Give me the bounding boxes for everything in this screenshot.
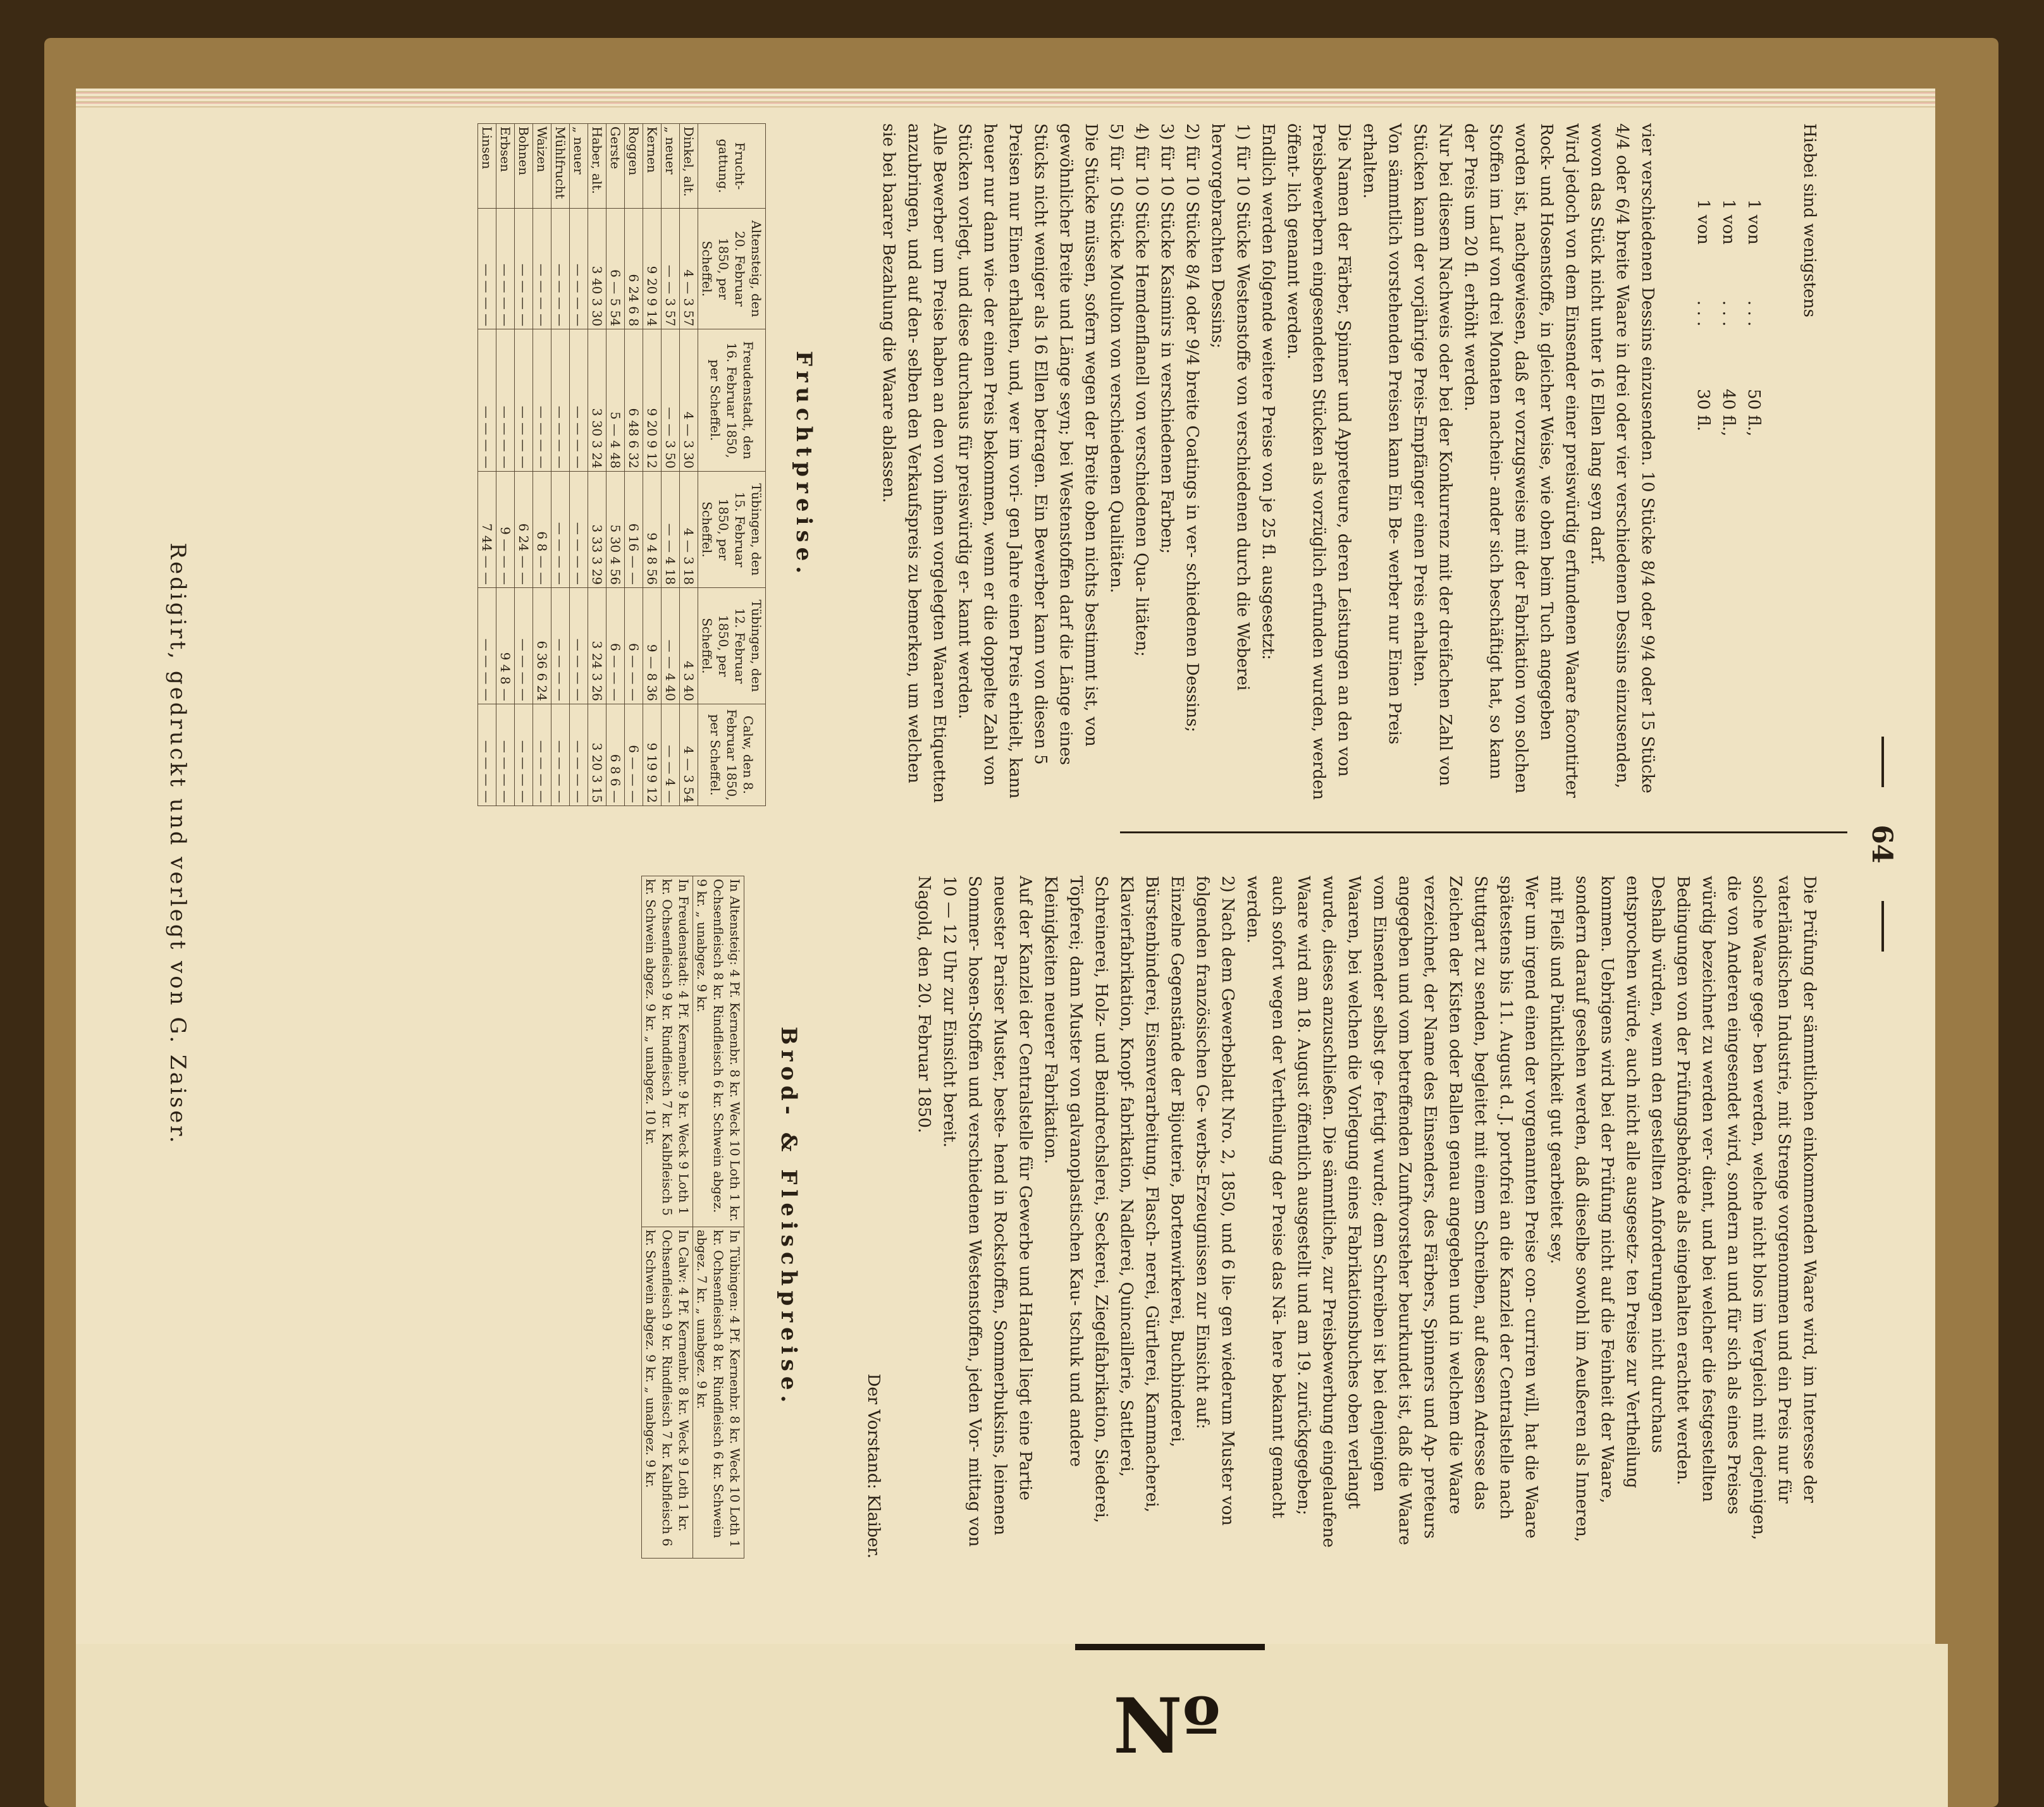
prize-dots: . . .	[1744, 300, 1763, 327]
prize-count: 1 von	[1694, 199, 1713, 245]
market-header: Tübingen, den 12. Februar 1850, per Scheffel.	[698, 587, 766, 704]
signature: Der Vorstand: Klaiber.	[864, 1373, 883, 1559]
table-row: Roggen 6 24 6 8 6 48 6 32 6 16 — — 6 — — — 6 — — —	[625, 124, 643, 806]
table-row: In Altensteig: 4 Pf. Kernenbr. 8 kr. Weck 10 Loth 1 kr. Ochsenfleisch 8 kr. Rindfleisch 6 kr. Schwein abgez. 9 kr. „ unabgez. 9 kr. In Tübingen: 4 Pf. Kernenbr. 8 kr. Weck 10 Loth 1 kr. Ochsenfleisch 8 kr. Rindfleisch 6 kr. Schwein abgez. 7 kr. „ unabgez. 9 kr.	[693, 876, 744, 1559]
prize-list	[1690, 199, 1766, 806]
rotated-newspaper-page	[121, 85, 1923, 1603]
table-row: Linsen — — — — — — — — 7 44 — — — — — — — — — —	[478, 124, 496, 806]
prize-dots: . . .	[1694, 300, 1713, 327]
table-row: Erbsen — — — — — — — — 9 — — — 9 4 8 — — — — —	[496, 124, 515, 806]
table-row: Haber, alt. 3 40 3 30 3 30 3 24 3 33 3 29 3 24 3 26 3 20 3 15	[588, 124, 606, 806]
next-page-rule	[1075, 1644, 1265, 1675]
next-page-number-mark: Nº	[1113, 1682, 1221, 1771]
prize-count: 1 von	[1719, 199, 1738, 245]
announcement-text: Die Prüfung der sämmtlichen einkommenden Waare wird, im Interesse der vaterländischen Industrie, mit Strenge vorgenommen und ein Preis nur für solche Waare gege- ben werden, welche nicht blos im Vergleich mit derjenigen, die von Anderen eingesendet wird, sondern an und für sich als eines Preises würdig bezeichnet zu werden ver- dient, und bei welcher die festgestellten Bedingungen von der Prüfungsbehörde als eingehalten erachtet werden. Deshalb würden, wenn den gestellten Anforderungen nicht durchaus entsprochen würde, auch nicht alle ausgesetz- ten Preise zur Vertheilung kommen. Uebrigens wird bei der Prüfung nicht auf die Feinheit der Waare, sondern darauf gesehen werden, daß dieselbe sowohl im Aeußeren als Inneren, mit Fleiß und Pünktlichkeit gut gearbeitet sey. Wer um irgend einen der vorgenannten Preise con- curriren will, hat die Waare spätestens bis 11. August d. J. portofrei an die Kanzlei der Centralstelle nach Stuttgart zu senden, begleitet mit einem Schreiben, auf dessen Adresse das Zeichen der Kisten oder Ballen genau angegeben und in welchem die Waare verzeichnet, der Name des Einsenders, des Färbers, Spinners und Ap- preteurs angegeben und vom betreffenden Zunftvorsteher beurkundet ist, daß die Waare vom Einsender selbst ge- fertigt wurde; dem Schreiben ist bei denjenigen Waaren, bei welchen die Vorlegung eines Fabrikationsbuches oben verlangt wurde, dieses anzuschließen. Die sämmtliche, zur Preisbewerbung eingelaufene Waare wird am 18. August öffentlich ausgestellt und am 19. zurückgegeben; auch sofort wegen der Vertheilung der Preise das Nä- here bekannt gemacht werden. 2) Nach dem Gewerbeblatt Nro. 2, 1850, und 6 lie- gen wiederum Muster von folgenden französischen Ge- werbs-Erzeugnissen zur Einsicht auf: Einzelne Gegenstände der Bijouterie, Bortenwirkerei, Buchbinderei, Bürstenbinderei, Eisenverarbeitung, Flasch- nerei, Gürtlerei, Kammacherei, Klavierfabrikation, Knopf- fabrikation, Nadlerei, Quincaillerie, Sattlerei, Schreinerei, Holz- und Beindrechslerei, Seckerei, Ziegelfabrikation, Siederei, Töpferei; dann Muster von galvanoplastischen Kau- tschuk und andere Kleinigkeiten neuerer Fabrikation. Auf der Kanzlei der Centralstelle für Gewerbe und Handel liegt eine Partie neuester Pariser Muster, beste- hend in Rockstoffen, Sommerbuksins, leinenen Sommer- hosen-Stoffen und verschiedenen Westenstoffen, jeden Vor- mittag von 10 — 12 Uhr zur Einsicht bereit. Nagold, den 20. Februar 1850.	[914, 876, 1819, 1548]
column-rule	[1120, 831, 1847, 833]
market-header: Freudenstadt, den 16. Februar 1850, per Scheffel.	[698, 329, 766, 472]
prize-amount: 40 fl.,	[1719, 389, 1738, 437]
prize-intro: Hiebei sind wenigstens	[1800, 123, 1819, 317]
market-header: Altensteig, den 20. Februar 1850, per Scheffel.	[698, 209, 766, 329]
table-row: „ neuer — — 3 57 — — 3 50 — — 4 18 — — 4 40 — — 4 —	[662, 124, 680, 806]
fruchtpreise-table	[477, 123, 766, 806]
page-number-dash-left	[1881, 737, 1884, 787]
prize-amount: 50 fl.,	[1744, 389, 1763, 437]
fruchtpreise-heading: Fruchtpreise.	[791, 350, 816, 579]
market-header: Tübingen, den 15. Februar 1850, per Scheffel.	[698, 471, 766, 587]
table-row: „ neuer — — — — — — — — — — — — — — — — — — — —	[570, 124, 588, 806]
left-column	[452, 123, 1847, 806]
table-row: Bohnen — — — — — — — — 6 24 — — — — — — — — — —	[515, 124, 533, 806]
prize-dots: . . .	[1719, 300, 1738, 327]
prize-conditions-text: vier verschiedenen Dessins einzusenden. 10 Stücke 8/4 oder 9/4 oder 15 Stücke 4/4 oder 6/4 breite Waare in drei oder vier verschiedenen Dessins einzusenden, wovon das Stück nicht unter 16 Ellen lang seyn darf. Wird jedoch von dem Einsender einer preiswürdig erfundenen Waare facontirter Rock- und Hosenstoffe, in gleicher Weise, wie oben beim Tuch angegeben worden ist, nachgewiesen, daß er vorzugsweise mit der Fabrikation von solchen Stoffen im Lauf von drei Monaten nachein- ander sich beschäftigt hat, so kann der Preis um 20 fl. erhöht werden. Nur bei diesem Nachweis oder bei der Konkurrenz mit der dreifachen Zahl von Stücken kann der vorjährige Preis-Empfänger einen Preis erhalten. Von sämmtlich vorstehenden Preisen kann Ein Be- werber nur Einen Preis erhalten. Die Namen der Färber, Spinner und Appreteure, deren Leistungen an den von Preisbewerbern eingesendeten Stücken als vorzüglich erfunden wurden, werden öffent- lich genannt werden. Endlich werden folgende weitere Preise von je 25 fl. ausgesetzt: 1) für 10 Stücke Westenstoffe von verschiedenen durch die Weberei hervorgebrachten Dessins; 2) für 10 Stücke 8/4 oder 9/4 breite Coatings in ver- schiedenen Dessins; 3) für 10 Stücke Kasimirs in verschiedenen Farben; 4) für 10 Stücke Hemdenflanell von verschiedenen Qua- litäten; 5) für 10 Stücke Moulton von verschiedenen Qualitäten. Die Stücke müssen, sofern wegen der Breite oben nichts bestimmt ist, von gewöhnlicher Breite und Länge seyn; bei Westenstoffen darf die Länge eines Stücks nicht weniger als 16 Ellen betragen. Ein Bewerber kann von diesen 5 Preisen nur Einen erhalten, und, wer im vori- gen Jahre einen Preis erhielt, kann heuer nur dann wie- der einen Preis bekommen, wenn er die doppelte Zahl von Stücken vorlegt, und diese durchaus für preiswürdig er- kannt werden. Alle Bewerber um Preise haben an den von ihnen vorgelegten Waaren Etiquetten anzubringen, und auf den- selben den Verkaufspreis zu bemerken, um welchen sie bei baarer Bezahlung die Waare ablassen.	[879, 123, 1657, 803]
table-row: Gerste 6 — 5 54 5 — 4 48 5 30 4 56 6 — — — 6 8 6 —	[606, 124, 625, 806]
table-row: Mühlfrucht — — — — — — — — — — — — — — — — — — — —	[551, 124, 570, 806]
table-row: Kernen 9 20 9 14 9 20 9 12 9 4 8 56 9 — 8 36 9 19 9 12	[643, 124, 662, 806]
brod-fleisch-heading: Brod- & Fleischpreise.	[776, 1026, 801, 1408]
market-header: Calw, den 8. Februar 1850, per Scheffel.	[698, 704, 766, 805]
prize-amount: 30 fl.	[1694, 389, 1713, 431]
page-number-dash-right	[1881, 901, 1884, 952]
grain-type-header: Frucht- gattung.	[698, 124, 766, 209]
prize-count: 1 von	[1744, 199, 1763, 245]
imprint-footer: Redigirt, gedruckt und verlegt von G. Zaiser.	[165, 542, 190, 1146]
brod-fleisch-table	[641, 876, 744, 1559]
page-number: 64	[1866, 824, 1898, 864]
next-page-sheet	[76, 1644, 1948, 1807]
right-column	[616, 876, 1847, 1559]
table-row: Dinkel, alt. 4 — 3 57 4 — 3 30 4 — 3 18 4 3 40 4 — 3 54	[680, 124, 698, 806]
table-row: Waizen — — — — — — — — 6 8 — — 6 36 6 24 — — — —	[533, 124, 551, 806]
table-row: In Freudenstadt: 4 Pf. Kernenbr. 9 kr. Weck 9 Loth 1 kr. Ochsenfleisch 9 kr. Rindfleisch 7 kr. Kalbfleisch 5 kr. Schwein abgez. 9 kr. „ unabgez. 10 kr. In Calw: 4 Pf. Kernenbr. 8 kr. Weck 9 Loth 1 kr. Ochsenfleisch 9 kr. Rindfleisch 7 kr. Kalbfleisch 6 kr. Schwein abgez. 9 kr. „ unabgez. 9 kr.	[642, 876, 693, 1559]
